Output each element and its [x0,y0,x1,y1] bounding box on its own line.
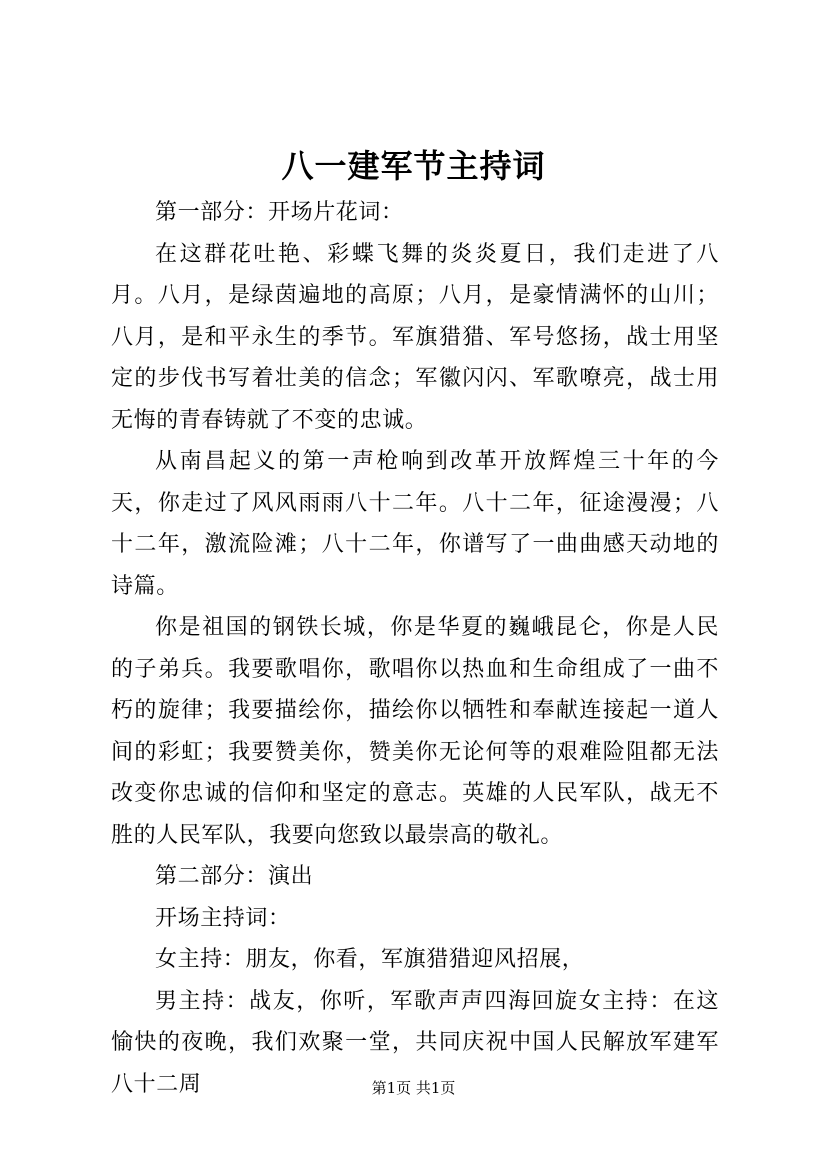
paragraph-nanchang: 从南昌起义的第一声枪响到改革开放辉煌三十年的今天，你走过了风风雨雨八十二年。八十二年，征途漫漫；八十二年，激流险滩；八十二年，你谱写了一曲曲感天动地的诗篇。 [111,449,719,599]
document-body [111,192,719,1105]
section-heading-part-two: 第二部分：演出 [155,864,314,889]
paragraph-great-wall: 你是祖国的钢铁长城，你是华夏的巍峨昆仑，你是人民的子弟兵。我要歌唱你，歌唱你以热血和生命组成了一曲不朽的旋律；我要描绘你，描绘你以牺牲和奉献连接起一道人间的彩虹；我要赞美你，赞美你无论何等的艰难险阻都无法改变你忠诚的信仰和坚定的意志。英雄的人民军队，战无不胜的人民军队，我要向您致以最崇高的敬礼。 [111,615,719,848]
dialogue-male-host: 男主持：战友，你听，军歌声声四海回旋女主持：在这愉快的夜晚，我们欢聚一堂，共同庆祝中国人民解放军建军八十二周 [111,988,719,1097]
subheading-opening-host: 开场主持词： [155,905,291,931]
section-heading-part-one: 第一部分：开场片花词： [155,200,404,225]
dialogue-female-host: 女主持：朋友，你看，军旗猎猎迎风招展， [155,947,585,972]
page-number-footer: 第1页 共1页 [371,1079,456,1097]
document-title: 八一建军节主持词 [281,147,546,185]
paragraph-august: 在这群花吐艳、彩蝶飞舞的炎炎夏日，我们走进了八月。八月，是绿茵遍地的高原；八月，是豪情满怀的山川；八月，是和平永生的季节。军旗猎猎、军号悠扬，战士用坚定的步伐书写着壮美的信念；军徽闪闪、军歌嘹亮，战士用无悔的青春铸就了不变的忠诚。 [111,241,719,433]
